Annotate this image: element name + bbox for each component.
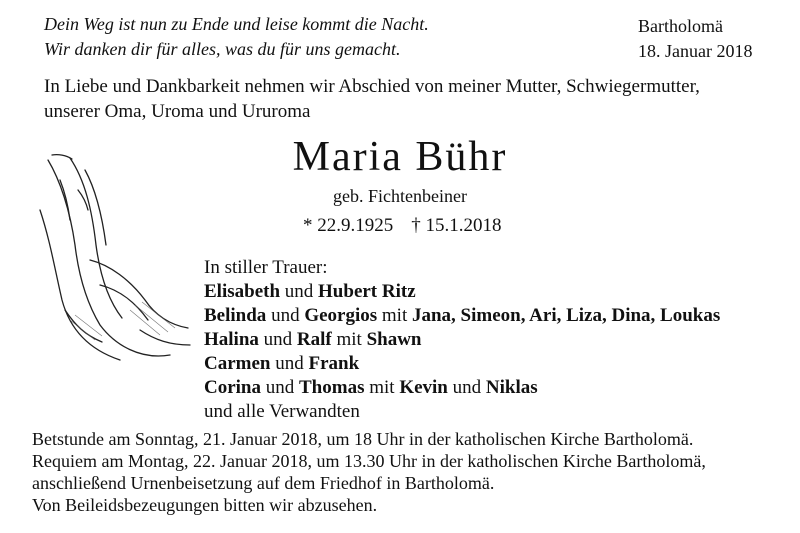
death-date: † 15.1.2018 xyxy=(411,215,502,236)
connector-text: und xyxy=(261,377,299,398)
poem-line-1: Dein Weg ist nun zu Ende und leise kommt die Nacht. xyxy=(44,14,429,34)
mourner-name: Georgios xyxy=(304,305,378,326)
mourner-line xyxy=(204,304,720,328)
poem xyxy=(44,12,429,62)
poem-line-2: Wir danken dir für alles, was du für uns gemacht. xyxy=(44,39,401,59)
mourner-name: Corina xyxy=(204,377,261,398)
mourner-name: Shawn xyxy=(366,329,422,350)
mourner-line xyxy=(204,280,720,304)
service-line-2: Requiem am Montag, 22. Januar 2018, um 13.30 Uhr in der katholischen Kirche Bartholomä, xyxy=(32,451,706,471)
mourner-name: Ralf xyxy=(296,329,332,350)
connector-text: mit xyxy=(331,329,367,350)
birth-name: geb. Fichtenbeiner xyxy=(333,186,467,206)
mourners-heading: In stiller Trauer: xyxy=(204,257,328,278)
service-line-3: anschließend Urnenbeisetzung auf dem Friedhof in Bartholomä. xyxy=(32,473,495,493)
mourner-name: Belinda xyxy=(204,305,267,326)
mourner-name: Elisabeth xyxy=(204,281,281,302)
life-dates xyxy=(303,215,502,237)
connector-text: und xyxy=(280,281,319,302)
mourner-line xyxy=(204,328,720,352)
mourner-line xyxy=(204,376,720,400)
praying-hands-icon xyxy=(30,150,200,370)
mourners-closing: und alle Verwandten xyxy=(204,401,360,422)
intro-line-1: In Liebe und Dankbarkeit nehmen wir Abschied von meiner Mutter, Schwiegermutter, xyxy=(44,76,700,97)
connector-text: und xyxy=(266,305,305,326)
mourner-name: Carmen xyxy=(204,353,271,374)
connector-text: und xyxy=(270,353,309,374)
mourner-line xyxy=(204,352,720,376)
deceased-name: Maria Bühr xyxy=(292,134,508,180)
service-line-1: Betstunde am Sonntag, 21. Januar 2018, um 18 Uhr in der katholischen Kirche Bartholomä. xyxy=(32,429,694,449)
intro-text xyxy=(44,74,700,124)
service-info xyxy=(32,428,706,516)
condolence-note: Von Beileidsbezeugungen bitten wir abzusehen. xyxy=(32,495,378,515)
connector-text: mit xyxy=(364,377,400,398)
mourner-name: Frank xyxy=(308,353,360,374)
connector-text: und xyxy=(258,329,297,350)
mourner-name: Kevin xyxy=(399,377,448,398)
mourner-name: Jana, Simeon, Ari, Liza, Dina, Loukas xyxy=(411,305,721,326)
connector-text: mit xyxy=(377,305,412,326)
mourners xyxy=(204,256,720,424)
birth-date: * 22.9.1925 xyxy=(303,215,394,236)
intro-line-2: unserer Oma, Uroma und Ururoma xyxy=(44,101,311,122)
mourner-name: Thomas xyxy=(299,377,365,398)
place-date xyxy=(638,14,752,64)
mourner-name: Hubert Ritz xyxy=(318,281,416,302)
mourner-name: Niklas xyxy=(485,377,538,398)
date: 18. Januar 2018 xyxy=(638,41,753,61)
place: Bartholomä xyxy=(638,16,723,36)
mourner-name: Halina xyxy=(204,329,259,350)
connector-text: und xyxy=(447,377,486,398)
